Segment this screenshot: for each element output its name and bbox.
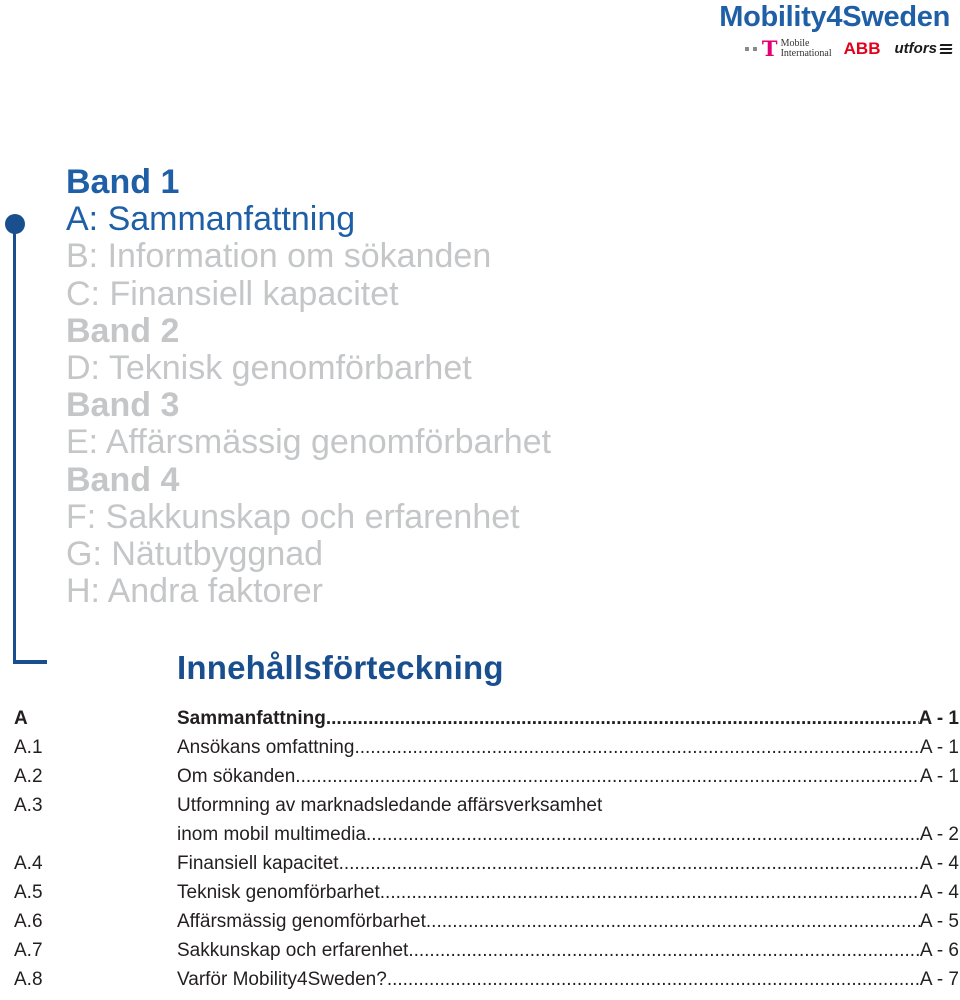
toc-row[interactable] [14,878,959,907]
toc-number: A.2 [14,766,43,787]
table-of-contents [14,704,959,994]
section-band-2[interactable]: Band 2 [66,311,180,350]
section-d-teknisk[interactable]: D: Teknisk genomförbarhet [66,349,472,388]
toc-row[interactable] [14,936,959,965]
toc-number: A.8 [14,969,43,990]
utfors-logo-text: utfors [894,40,937,57]
toc-number: A.4 [14,853,43,874]
toc-leader-dots [326,704,919,733]
toc-number: A.6 [14,911,43,932]
section-band-4[interactable]: Band 4 [66,460,180,499]
toc-title: inom mobil multimedia [177,824,367,845]
toc-number: A.1 [14,737,43,758]
section-band-1[interactable]: Band 1 [66,163,180,201]
toc-title: Sammanfattning [177,708,326,729]
toc-number: A.5 [14,882,43,903]
bracket-line [13,232,16,664]
toc-title: Finansiell kapacitet [177,853,339,874]
abb-logo: ABB [843,39,881,58]
toc-leader-dots [408,936,920,965]
utfors-mark-icon [940,44,952,54]
toc-row[interactable] [14,762,959,791]
toc-page: A - 1 [918,708,959,729]
bracket-dot-icon [5,214,25,234]
tmobile-logo-line1: Mobile [780,38,810,49]
toc-number: A [14,708,28,729]
toc-page: A - 1 [919,737,959,758]
utfors-logo [895,39,953,59]
toc-page: A - 5 [919,911,959,932]
toc-row[interactable] [14,965,959,994]
toc-leader-dots [339,849,920,878]
toc-row[interactable] [14,704,959,733]
section-g-natutbyggnad[interactable]: G: Nätutbyggnad [66,535,324,574]
toc-page: A - 2 [919,824,959,845]
toc-page: A - 4 [919,853,959,874]
toc-title: Sakkunskap och erfarenhet [177,940,409,961]
toc-page: A - 6 [919,940,959,961]
toc-leader-dots [295,762,920,791]
toc-leader-dots [366,820,920,849]
toc-title: Utformning av marknadsledande affärsverksamhet [177,795,603,816]
section-f-sakkunskap[interactable]: F: Sakkunskap och erfarenhet [66,497,520,536]
tmobile-logo [761,36,832,61]
brand-title: Mobility4Sweden [719,1,950,33]
toc-leader-dots [387,965,920,994]
toc-row[interactable] [14,791,959,820]
toc-row[interactable] [14,907,959,936]
section-c-finansiell[interactable]: C: Finansiell kapacitet [66,274,399,313]
toc-row[interactable] [14,733,959,762]
bracket-foot [13,660,47,664]
section-b-information[interactable]: B: Information om sökanden [66,237,492,276]
toc-leader-dots [380,878,920,907]
toc-page: A - 7 [919,969,959,990]
toc-page: A - 4 [919,882,959,903]
tmobile-t-icon: T [761,36,778,61]
toc-leader-dots [426,907,920,936]
toc-row[interactable] [14,849,959,878]
tmobile-dots-icon [745,47,757,51]
section-navigation [66,164,551,610]
toc-title: Affärsmässig genomförbarhet [177,911,426,932]
toc-page: A - 1 [919,766,959,787]
section-e-affarsmassig[interactable]: E: Affärsmässig genomförbarhet [66,423,552,462]
section-h-andra-faktorer[interactable]: H: Andra faktorer [66,572,324,611]
toc-title: Varför Mobility4Sweden? [177,969,387,990]
toc-heading: Innehållsförteckning [177,649,504,686]
toc-title: Teknisk genomförbarhet [177,882,380,903]
toc-leader-dots [354,733,919,762]
toc-title: Om sökanden [177,766,296,787]
toc-number: A.7 [14,940,43,961]
partner-logos [745,38,952,60]
toc-number: A.3 [14,795,43,816]
section-band-3[interactable]: Band 3 [66,386,180,425]
tmobile-logo-line2: International [780,48,832,59]
toc-title: Ansökans omfattning [177,737,355,758]
section-a-sammanfattning[interactable]: A: Sammanfattning [66,200,356,239]
toc-row[interactable] [14,820,959,849]
